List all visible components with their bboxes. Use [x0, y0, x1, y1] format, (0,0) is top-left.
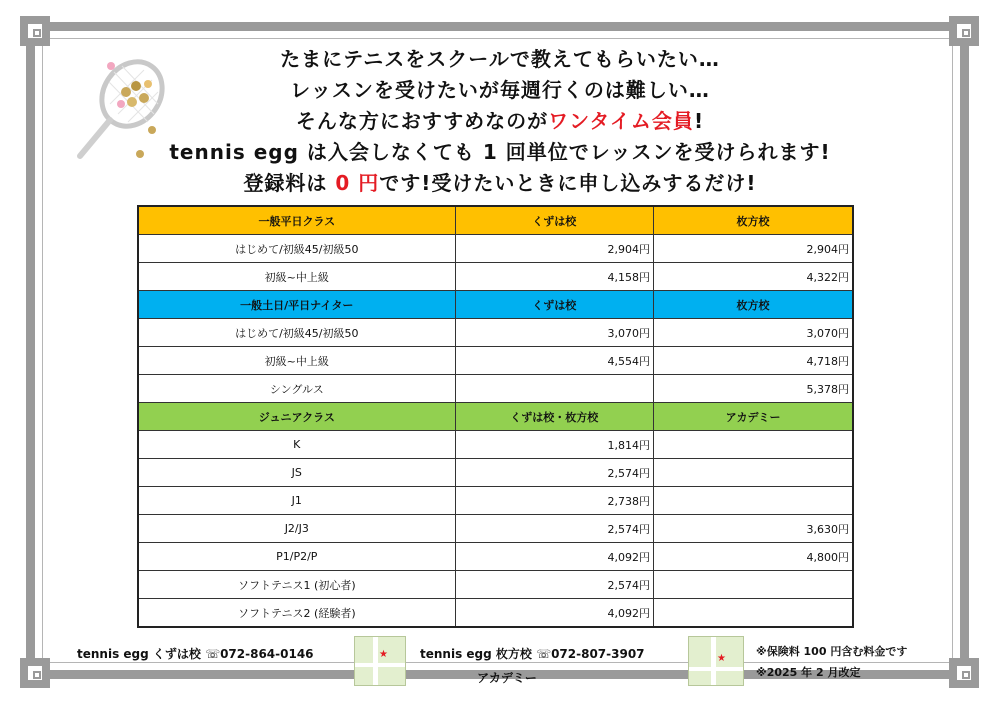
table-row	[138, 571, 853, 599]
map-road	[689, 667, 743, 671]
price-cell: 4,554円	[455, 347, 653, 375]
headline-text: 登録料は	[243, 171, 336, 195]
header-cell: くずは校	[455, 206, 653, 235]
section-header-junior	[138, 403, 853, 431]
headline-line-3	[70, 106, 930, 137]
price-cell: 4,322円	[654, 263, 853, 291]
table-row	[138, 459, 853, 487]
price-cell: 2,574円	[455, 515, 653, 543]
hirakata-map-icon	[688, 636, 744, 686]
frame-corner-icon	[949, 16, 979, 46]
header-cell: くずは校・枚方校	[455, 403, 653, 431]
frame-corner-icon	[20, 658, 50, 688]
price-cell	[455, 375, 653, 403]
class-name-cell: はじめて/初級45/初級50	[138, 319, 455, 347]
header-cell: 一般土日/平日ナイター	[138, 291, 455, 319]
insurance-note: ※保険料 100 円含む料金です	[756, 645, 908, 658]
price-cell: 4,800円	[654, 543, 853, 571]
price-cell	[654, 431, 853, 459]
map-road	[711, 637, 716, 685]
headline-text: そんな方におすすめなのが	[295, 109, 549, 133]
headline-block	[70, 44, 930, 199]
class-name-cell: J1	[138, 487, 455, 515]
class-name-cell: 初級~中上級	[138, 263, 455, 291]
headline-line-1: たまにテニスをスクールで教えてもらいたい…	[280, 47, 720, 71]
kuzuha-contact: tennis egg くずは校 ☏072-864-0146	[77, 647, 314, 661]
table-row	[138, 543, 853, 571]
class-name-cell: 初級~中上級	[138, 347, 455, 375]
header-cell: 枚方校	[654, 206, 853, 235]
price-cell	[654, 571, 853, 599]
price-cell: 1,814円	[455, 431, 653, 459]
header-cell: 一般平日クラス	[138, 206, 455, 235]
section-header-weekday	[138, 206, 853, 235]
price-cell	[654, 599, 853, 628]
price-cell	[654, 487, 853, 515]
class-name-cell: ソフトテニス2 (経験者)	[138, 599, 455, 628]
table-row	[138, 515, 853, 543]
class-name-cell: はじめて/初級45/初級50	[138, 235, 455, 263]
price-cell: 2,574円	[455, 571, 653, 599]
price-cell: 5,378円	[654, 375, 853, 403]
headline-line-2: レッスンを受けたいが毎週行くのは難しい…	[290, 78, 710, 102]
frame-corner-icon	[20, 16, 50, 46]
table-row	[138, 431, 853, 459]
price-cell: 2,738円	[455, 487, 653, 515]
header-cell: ジュニアクラス	[138, 403, 455, 431]
revision-note: ※2025 年 2 月改定	[756, 666, 861, 679]
class-name-cell: シングルス	[138, 375, 455, 403]
price-cell: 2,904円	[654, 235, 853, 263]
map-road	[355, 663, 405, 667]
table-row	[138, 347, 853, 375]
table-row	[138, 599, 853, 628]
frame-corner-icon	[949, 658, 979, 688]
map-marker-icon: ★	[379, 649, 388, 660]
class-name-cell: K	[138, 431, 455, 459]
class-name-cell: J2/J3	[138, 515, 455, 543]
headline-text: です!受けたいときに申し込みするだけ!	[379, 171, 757, 195]
table-row	[138, 375, 853, 403]
academy-label: アカデミー	[477, 671, 537, 685]
table-row	[138, 263, 853, 291]
price-cell: 3,070円	[455, 319, 653, 347]
header-cell: くずは校	[455, 291, 653, 319]
class-name-cell: P1/P2/P	[138, 543, 455, 571]
class-name-cell: JS	[138, 459, 455, 487]
price-cell	[654, 459, 853, 487]
price-cell: 4,092円	[455, 599, 653, 628]
hirakata-contact: tennis egg 枚方校 ☏072-807-3907	[420, 647, 645, 661]
headline-line-5	[70, 168, 930, 199]
one-time-member-highlight: ワンタイム会員	[548, 109, 694, 133]
header-cell: 枚方校	[654, 291, 853, 319]
table-row	[138, 319, 853, 347]
headline-line-4: tennis egg は入会しなくても 1 回単位でレッスンを受けられます!	[169, 140, 831, 164]
table-row	[138, 235, 853, 263]
price-cell: 2,574円	[455, 459, 653, 487]
fee-table	[137, 205, 854, 628]
class-name-cell: ソフトテニス1 (初心者)	[138, 571, 455, 599]
price-cell: 3,630円	[654, 515, 853, 543]
price-cell: 4,158円	[455, 263, 653, 291]
price-cell: 2,904円	[455, 235, 653, 263]
zero-yen-highlight: 0 円	[335, 171, 380, 195]
table-row	[138, 487, 853, 515]
kuzuha-map-icon	[354, 636, 406, 686]
price-cell: 4,718円	[654, 347, 853, 375]
price-cell: 3,070円	[654, 319, 853, 347]
map-marker-icon: ★	[717, 653, 726, 664]
price-cell: 4,092円	[455, 543, 653, 571]
map-road	[373, 637, 378, 685]
headline-text: !	[693, 109, 705, 133]
header-cell: アカデミー	[654, 403, 853, 431]
section-header-weekend	[138, 291, 853, 319]
